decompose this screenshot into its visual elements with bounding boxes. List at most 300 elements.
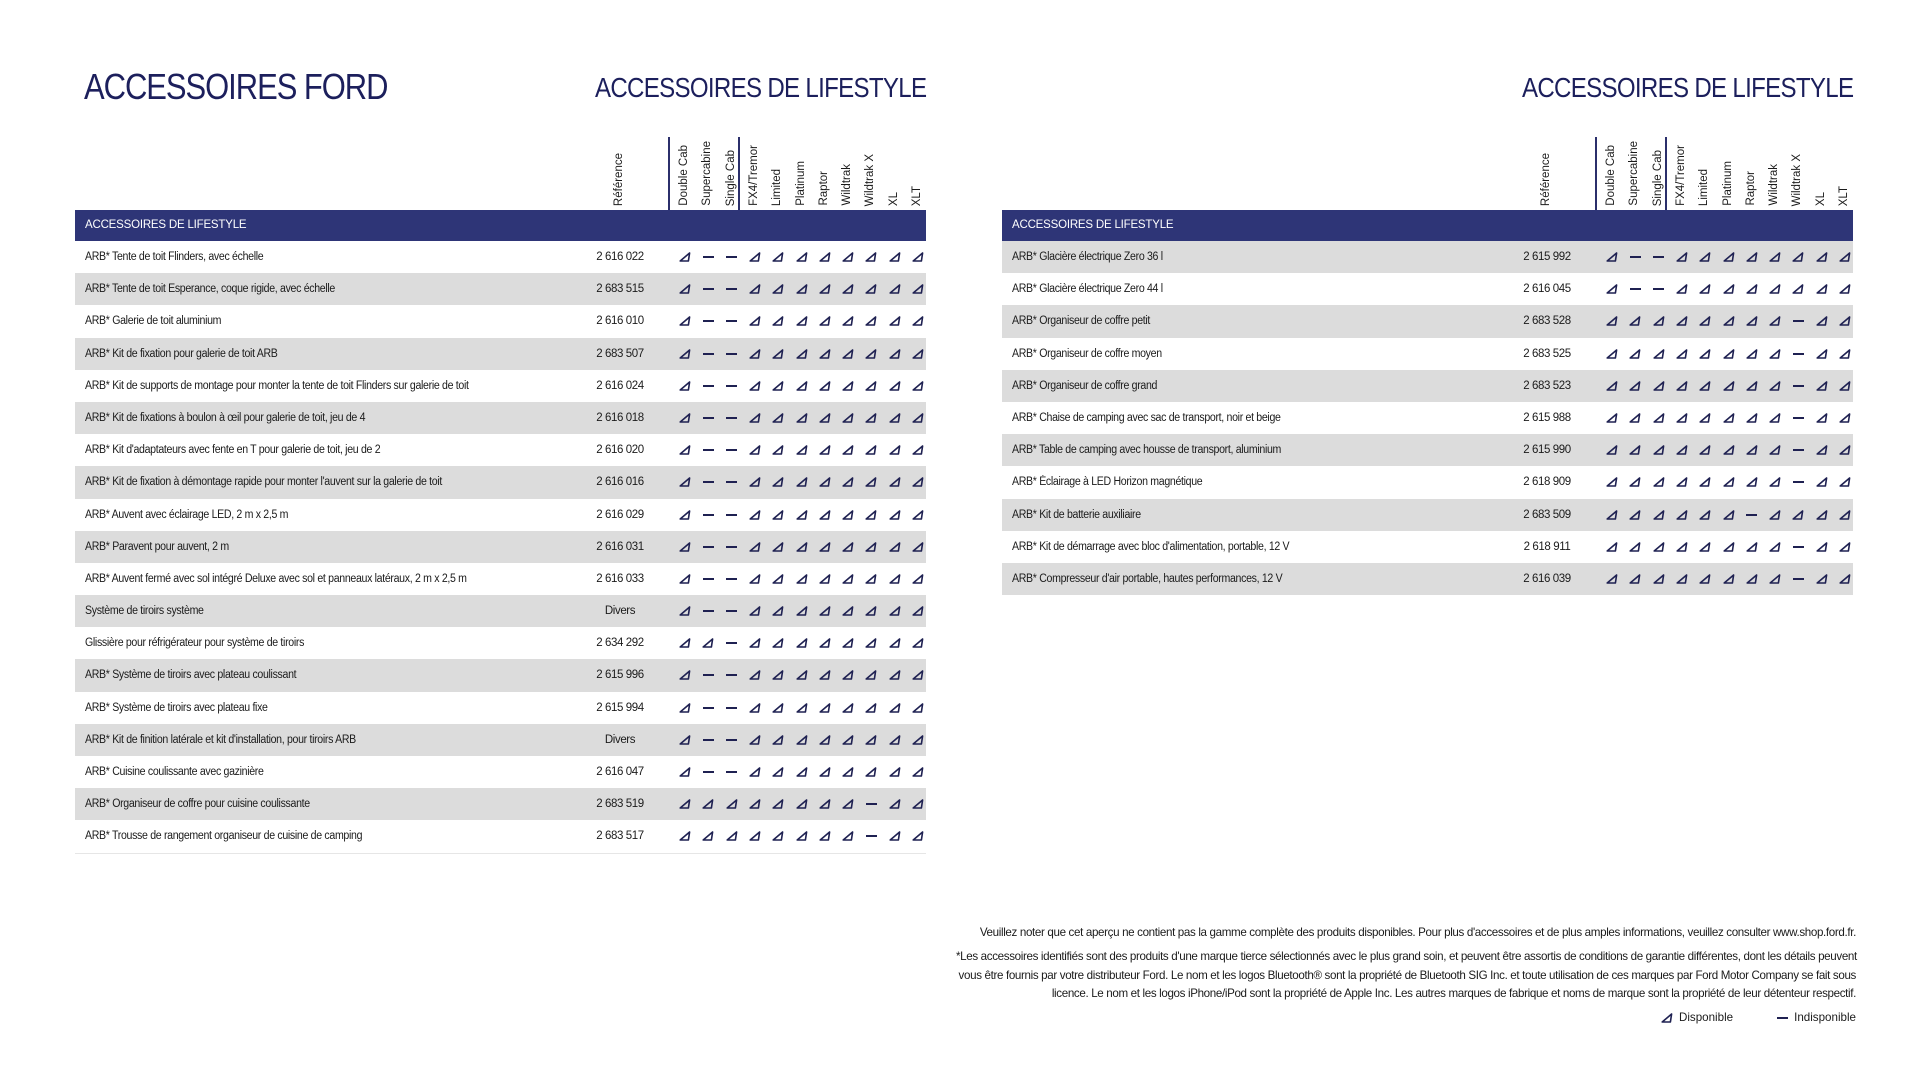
- availability-cell: [908, 273, 928, 305]
- table-row: [75, 273, 926, 305]
- availability-cell: [885, 563, 905, 595]
- dash-icon: [866, 803, 877, 805]
- availability-cell: [1742, 370, 1762, 402]
- availability-cell: [1695, 370, 1715, 402]
- triangle-check-icon: [1839, 316, 1851, 326]
- availability-cell: [1835, 273, 1855, 305]
- availability-cell: [1625, 402, 1645, 434]
- availability-cell: [1788, 241, 1808, 273]
- availability-cell: [1649, 370, 1669, 402]
- triangle-check-icon: [679, 477, 691, 487]
- column-divider: [738, 137, 740, 210]
- table-row: [75, 692, 926, 724]
- dash-icon: [726, 610, 737, 612]
- availability-cell: [1788, 434, 1808, 466]
- availability-cell: [745, 305, 765, 337]
- triangle-check-icon: [679, 670, 691, 680]
- triangle-check-icon: [1816, 574, 1828, 584]
- availability-cell: [861, 305, 881, 337]
- triangle-check-icon: [772, 510, 784, 520]
- triangle-check-icon: [1629, 510, 1641, 520]
- triangle-check-icon: [1629, 477, 1641, 487]
- reference-number: 2 683 517: [596, 830, 644, 843]
- triangle-check-icon: [1839, 477, 1851, 487]
- availability-cell: [1765, 338, 1785, 370]
- triangle-check-icon: [1769, 413, 1781, 423]
- availability-cell: [745, 402, 765, 434]
- availability-cell: [745, 820, 765, 852]
- triangle-check-icon: [1746, 252, 1758, 262]
- availability-cell: [1649, 434, 1669, 466]
- accessories-table-left: [75, 137, 926, 854]
- table-row: [1002, 434, 1853, 466]
- column-header-variant: Supercabine: [701, 141, 714, 206]
- triangle-check-icon: [1676, 574, 1688, 584]
- triangle-check-icon: [912, 735, 924, 745]
- triangle-check-icon: [1653, 574, 1665, 584]
- availability-cell: [815, 434, 835, 466]
- triangle-check-icon: [679, 831, 691, 841]
- availability-cell: [1765, 402, 1785, 434]
- dash-icon: [726, 385, 737, 387]
- triangle-check-icon: [1699, 381, 1711, 391]
- availability-cell: [1649, 402, 1669, 434]
- availability-cell: [1788, 305, 1808, 337]
- availability-cell: [861, 531, 881, 563]
- table-bottom-rule: [75, 853, 926, 854]
- triangle-check-icon: [1653, 510, 1665, 520]
- triangle-check-icon: [1816, 542, 1828, 552]
- accessory-name: ARB* Kit de finition latérale et kit d'installation, pour tiroirs ARB: [85, 733, 356, 746]
- accessories-table-right: [1002, 137, 1853, 595]
- table-row: [1002, 531, 1853, 563]
- triangle-check-icon: [1769, 349, 1781, 359]
- accessory-name: ARB* Organiseur de coffre grand: [1012, 379, 1158, 392]
- section-title-left: ACCESSOIRES DE LIFESTYLE: [594, 72, 926, 103]
- triangle-check-icon: [912, 831, 924, 841]
- triangle-check-icon: [1606, 477, 1618, 487]
- availability-cell: [1788, 499, 1808, 531]
- triangle-check-icon: [1676, 349, 1688, 359]
- triangle-check-icon: [796, 284, 808, 294]
- triangle-check-icon: [1629, 349, 1641, 359]
- triangle-check-icon: [865, 606, 877, 616]
- triangle-check-icon: [679, 574, 691, 584]
- triangle-check-icon: [842, 670, 854, 680]
- availability-cell: [1695, 241, 1715, 273]
- triangle-check-icon: [1629, 316, 1641, 326]
- availability-cell: [1602, 466, 1622, 498]
- availability-cell: [675, 692, 695, 724]
- triangle-check-icon: [865, 284, 877, 294]
- availability-cell: [792, 466, 812, 498]
- availability-cell: [675, 659, 695, 691]
- availability-cell: [885, 531, 905, 563]
- triangle-check-icon: [819, 767, 831, 777]
- availability-cell: [722, 756, 742, 788]
- availability-cell: [1812, 370, 1832, 402]
- availability-cell: [1625, 466, 1645, 498]
- availability-cell: [1602, 273, 1622, 305]
- availability-cell: [908, 499, 928, 531]
- triangle-check-icon: [912, 574, 924, 584]
- availability-cell: [1788, 466, 1808, 498]
- dash-icon: [703, 256, 714, 258]
- dash-icon: [703, 707, 714, 709]
- column-header-variant: XL: [1814, 191, 1827, 206]
- availability-cell: [1672, 402, 1692, 434]
- availability-cell: [1719, 466, 1739, 498]
- availability-cell: [1602, 338, 1622, 370]
- availability-cell: [908, 563, 928, 595]
- triangle-check-icon: [796, 606, 808, 616]
- availability-cell: [1625, 563, 1645, 595]
- availability-cell: [768, 788, 788, 820]
- table-row: [75, 241, 926, 273]
- availability-cell: [908, 338, 928, 370]
- column-headers: [75, 137, 926, 210]
- availability-cell: [1625, 305, 1645, 337]
- triangle-check-icon: [796, 767, 808, 777]
- triangle-check-icon: [1699, 445, 1711, 455]
- availability-cell: [861, 402, 881, 434]
- triangle-check-icon: [842, 638, 854, 648]
- triangle-check-icon: [1699, 477, 1711, 487]
- triangle-check-icon: [889, 542, 901, 552]
- triangle-check-icon: [1769, 510, 1781, 520]
- table-row: [75, 563, 926, 595]
- triangle-check-icon: [772, 413, 784, 423]
- availability-cell: [815, 466, 835, 498]
- availability-cell: [1742, 563, 1762, 595]
- availability-cell: [698, 273, 718, 305]
- availability-cell: [722, 338, 742, 370]
- dash-icon: [726, 417, 737, 419]
- dash-icon: [1793, 353, 1804, 355]
- availability-cell: [722, 724, 742, 756]
- triangle-check-icon: [772, 542, 784, 552]
- availability-cell: [885, 595, 905, 627]
- availability-cell: [861, 820, 881, 852]
- availability-cell: [885, 627, 905, 659]
- triangle-check-icon: [1699, 574, 1711, 584]
- availability-cell: [1719, 499, 1739, 531]
- triangle-check-icon: [889, 574, 901, 584]
- triangle-check-icon: [842, 606, 854, 616]
- availability-cell: [722, 402, 742, 434]
- triangle-check-icon: [772, 284, 784, 294]
- availability-cell: [768, 499, 788, 531]
- table-row: [1002, 241, 1853, 273]
- availability-cell: [1672, 241, 1692, 273]
- availability-cell: [815, 627, 835, 659]
- availability-cell: [885, 820, 905, 852]
- triangle-check-icon: [1606, 413, 1618, 423]
- availability-cell: [745, 531, 765, 563]
- availability-cell: [792, 659, 812, 691]
- availability-cell: [1695, 338, 1715, 370]
- triangle-check-icon: [912, 542, 924, 552]
- triangle-check-icon: [1769, 284, 1781, 294]
- triangle-check-icon: [1606, 510, 1618, 520]
- availability-cell: [1835, 466, 1855, 498]
- accessory-name: ARB* Kit de batterie auxiliaire: [1012, 508, 1141, 521]
- disclaimer-line: vous être fournis par votre distributeur Ford. Le nom et les logos Bluetooth® sont la propriété de Bluetooth SIG Inc. et toute utilisation de ces marques par Ford Motor Company se fait sous: [958, 968, 1856, 982]
- availability-cell: [838, 788, 858, 820]
- triangle-check-icon: [1746, 316, 1758, 326]
- table-row: [75, 788, 926, 820]
- availability-cell: [698, 402, 718, 434]
- availability-cell: [885, 434, 905, 466]
- availability-cell: [675, 434, 695, 466]
- triangle-check-icon: [1629, 574, 1641, 584]
- triangle-check-icon: [1746, 413, 1758, 423]
- triangle-check-icon: [1816, 510, 1828, 520]
- triangle-check-icon: [842, 767, 854, 777]
- accessory-name: ARB* Organiseur de coffre pour cuisine coulissante: [85, 798, 310, 811]
- availability-cell: [675, 305, 695, 337]
- availability-cell: [745, 692, 765, 724]
- triangle-check-icon: [889, 606, 901, 616]
- triangle-check-icon: [1676, 413, 1688, 423]
- availability-cell: [1835, 338, 1855, 370]
- availability-cell: [1742, 273, 1762, 305]
- availability-cell: [815, 692, 835, 724]
- availability-cell: [838, 305, 858, 337]
- availability-cell: [1672, 531, 1692, 563]
- availability-cell: [675, 370, 695, 402]
- triangle-check-icon: [865, 413, 877, 423]
- triangle-check-icon: [912, 606, 924, 616]
- availability-cell: [722, 788, 742, 820]
- availability-cell: [675, 241, 695, 273]
- availability-cell: [1742, 434, 1762, 466]
- availability-cell: [698, 338, 718, 370]
- availability-cell: [768, 434, 788, 466]
- dash-icon: [1793, 449, 1804, 451]
- availability-cell: [1649, 273, 1669, 305]
- availability-cell: [1719, 273, 1739, 305]
- triangle-check-icon: [1676, 477, 1688, 487]
- availability-cell: [838, 531, 858, 563]
- availability-cell: [838, 499, 858, 531]
- table-row: [75, 370, 926, 402]
- triangle-check-icon: [842, 831, 854, 841]
- availability-cell: [1672, 305, 1692, 337]
- accessory-name: ARB* Trousse de rangement organiseur de cuisine de camping: [85, 830, 363, 843]
- accessory-name: Glissière pour réfrigérateur pour système de tiroirs: [85, 637, 305, 650]
- accessory-name: ARB* Auvent avec éclairage LED, 2 m x 2,5 m: [85, 508, 289, 521]
- availability-cell: [1765, 370, 1785, 402]
- triangle-check-icon: [889, 316, 901, 326]
- triangle-check-icon: [865, 349, 877, 359]
- availability-cell: [1672, 338, 1692, 370]
- reference-number: 2 616 033: [596, 572, 644, 585]
- dash-icon: [1777, 1017, 1788, 1019]
- reference-number: 2 616 031: [596, 540, 644, 553]
- triangle-check-icon: [1653, 413, 1665, 423]
- triangle-check-icon: [1816, 413, 1828, 423]
- availability-cell: [1695, 563, 1715, 595]
- triangle-check-icon: [772, 349, 784, 359]
- dash-icon: [726, 642, 737, 644]
- availability-cell: [745, 273, 765, 305]
- reference-number: 2 615 996: [596, 669, 644, 682]
- triangle-check-icon: [1653, 445, 1665, 455]
- triangle-check-icon: [772, 735, 784, 745]
- availability-cell: [1602, 305, 1622, 337]
- accessory-name: ARB* Glacière électrique Zero 36 l: [1012, 251, 1163, 263]
- category-band: ACCESSOIRES DE LIFESTYLE: [75, 210, 926, 241]
- availability-cell: [838, 241, 858, 273]
- triangle-check-icon: [1769, 477, 1781, 487]
- accessory-name: ARB* Paravent pour auvent, 2 m: [85, 540, 229, 553]
- triangle-check-icon: [889, 349, 901, 359]
- availability-cell: [722, 595, 742, 627]
- triangle-check-icon: [1606, 574, 1618, 584]
- availability-cell: [792, 788, 812, 820]
- disclaimer-line: licence. Le nom et les logos iPhone/iPod sont la propriété de Apple Inc. Les autres marques de fabrique et noms de marque sont la propriété de leur détenteur respectif.: [1051, 987, 1856, 1000]
- column-header-variant: Platinum: [794, 161, 807, 206]
- triangle-check-icon: [819, 477, 831, 487]
- availability-cell: [768, 338, 788, 370]
- dash-icon: [726, 546, 737, 548]
- dash-icon: [726, 481, 737, 483]
- availability-cell: [1835, 241, 1855, 273]
- availability-cell: [908, 531, 928, 563]
- availability-cell: [1649, 531, 1669, 563]
- triangle-check-icon: [1606, 316, 1618, 326]
- dash-icon: [1653, 256, 1664, 258]
- dash-icon: [726, 353, 737, 355]
- availability-cell: [885, 724, 905, 756]
- triangle-check-icon: [749, 542, 761, 552]
- reference-number: 2 616 020: [596, 444, 644, 457]
- accessory-name: ARB* Kit d'adaptateurs avec fente en T pour galerie de toit, jeu de 2: [85, 444, 381, 457]
- availability-cell: [745, 499, 765, 531]
- availability-cell: [1649, 499, 1669, 531]
- table-row: [75, 756, 926, 788]
- triangle-check-icon: [796, 252, 808, 262]
- dash-icon: [703, 320, 714, 322]
- table-row: [1002, 273, 1853, 305]
- triangle-check-icon: [796, 477, 808, 487]
- availability-cell: [698, 241, 718, 273]
- triangle-check-icon: [749, 445, 761, 455]
- availability-cell: [861, 756, 881, 788]
- table-row: [75, 627, 926, 659]
- column-header-variant: Limited: [771, 168, 784, 206]
- availability-cell: [815, 499, 835, 531]
- triangle-check-icon: [726, 831, 738, 841]
- triangle-check-icon: [1653, 542, 1665, 552]
- availability-cell: [885, 273, 905, 305]
- dash-icon: [703, 578, 714, 580]
- triangle-check-icon: [889, 799, 901, 809]
- availability-cell: [745, 595, 765, 627]
- availability-cell: [768, 724, 788, 756]
- reference-number: 2 683 519: [596, 798, 644, 811]
- availability-cell: [1719, 241, 1739, 273]
- availability-cell: [885, 338, 905, 370]
- availability-cell: [1602, 531, 1622, 563]
- availability-cell: [698, 563, 718, 595]
- triangle-check-icon: [749, 670, 761, 680]
- availability-cell: [1672, 273, 1692, 305]
- availability-cell: [908, 820, 928, 852]
- availability-cell: [722, 434, 742, 466]
- availability-cell: [1625, 370, 1645, 402]
- triangle-check-icon: [842, 799, 854, 809]
- triangle-check-icon: [1839, 252, 1851, 262]
- triangle-check-icon: [772, 574, 784, 584]
- accessory-name: ARB* Cuisine coulissante avec gazinière: [85, 766, 264, 778]
- availability-cell: [768, 305, 788, 337]
- triangle-check-icon: [1699, 284, 1711, 294]
- reference-number: 2 616 024: [596, 379, 644, 392]
- triangle-check-icon: [1606, 445, 1618, 455]
- availability-cell: [1625, 499, 1645, 531]
- dash-icon: [1793, 578, 1804, 580]
- dash-icon: [703, 546, 714, 548]
- triangle-check-icon: [772, 831, 784, 841]
- triangle-check-icon: [1629, 445, 1641, 455]
- reference-number: Divers: [604, 733, 636, 746]
- triangle-check-icon: [819, 316, 831, 326]
- triangle-check-icon: [749, 799, 761, 809]
- availability-cell: [722, 241, 742, 273]
- column-header-variant: Supercabine: [1628, 141, 1641, 206]
- availability-cell: [1625, 273, 1645, 305]
- table-row: [1002, 499, 1853, 531]
- availability-cell: [698, 820, 718, 852]
- dash-icon: [726, 320, 737, 322]
- accessory-name: Système de tiroirs système: [85, 605, 204, 618]
- availability-cell: [1742, 531, 1762, 563]
- triangle-check-icon: [726, 799, 738, 809]
- availability-cell: [1765, 531, 1785, 563]
- availability-cell: [698, 756, 718, 788]
- triangle-check-icon: [679, 703, 691, 713]
- accessory-name: ARB* Kit de fixation à démontage rapide pour monter l'auvent sur la galerie de toit: [85, 476, 442, 489]
- table-row: [1002, 338, 1853, 370]
- availability-cell: [768, 241, 788, 273]
- availability-cell: [908, 595, 928, 627]
- availability-cell: [885, 370, 905, 402]
- triangle-check-icon: [1746, 542, 1758, 552]
- dash-icon: [726, 674, 737, 676]
- column-header-variant: Limited: [1698, 168, 1711, 206]
- availability-cell: [1812, 241, 1832, 273]
- triangle-check-icon: [796, 445, 808, 455]
- availability-cell: [861, 724, 881, 756]
- accessory-name: ARB* Chaise de camping avec sac de transport, noir et beige: [1012, 411, 1281, 424]
- triangle-check-icon: [1816, 445, 1828, 455]
- triangle-check-icon: [819, 349, 831, 359]
- availability-cell: [1835, 434, 1855, 466]
- availability-cell: [908, 370, 928, 402]
- triangle-check-icon: [865, 510, 877, 520]
- triangle-check-icon: [749, 349, 761, 359]
- triangle-check-icon: [842, 316, 854, 326]
- availability-cell: [1695, 434, 1715, 466]
- triangle-check-icon: [1699, 349, 1711, 359]
- triangle-check-icon: [1792, 284, 1804, 294]
- availability-cell: [1649, 241, 1669, 273]
- accessory-name: ARB* Auvent fermé avec sol intégré Deluxe avec sol et panneaux latéraux, 2 m x 2,5 m: [85, 572, 467, 585]
- triangle-check-icon: [889, 510, 901, 520]
- availability-cell: [1788, 563, 1808, 595]
